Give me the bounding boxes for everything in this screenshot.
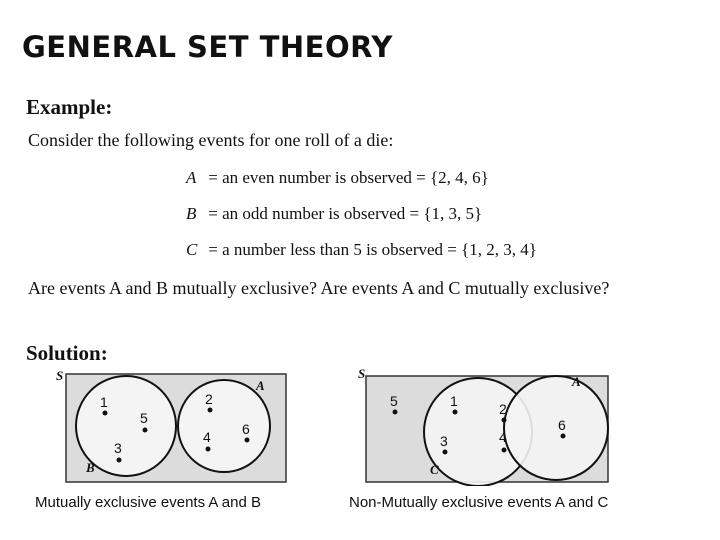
question-text: Are events A and B mutually exclusive? Are events A and C mutually exclusive?	[28, 278, 610, 298]
event-a-text: = an even number is observed = {2, 4, 6}	[208, 168, 489, 187]
element-4-dot	[206, 447, 211, 452]
element-5: 5	[140, 410, 148, 426]
set-a-label: A	[572, 374, 581, 389]
element-5: 5	[390, 393, 398, 409]
set-a-circle	[178, 380, 270, 472]
event-b-definition	[186, 204, 482, 224]
caption-mutually-exclusive: Mutually exclusive events A and B	[35, 494, 261, 511]
element-6: 6	[242, 421, 250, 437]
event-b-var: B	[186, 204, 197, 223]
event-a-definition	[186, 168, 489, 188]
element-3: 3	[114, 440, 122, 456]
element-3-dot	[443, 450, 448, 455]
element-1: 1	[450, 393, 458, 409]
element-5-dot	[143, 428, 148, 433]
element-6-dot	[561, 434, 566, 439]
element-3-dot	[117, 458, 122, 463]
element-2-dot	[208, 408, 213, 413]
element-4: 4	[499, 429, 507, 445]
element-1-dot	[453, 410, 458, 415]
intro-text: Consider the following events for one roll of a die:	[28, 130, 394, 150]
set-b-label: B	[86, 460, 95, 475]
element-6-dot	[245, 438, 250, 443]
element-5-dot	[393, 410, 398, 415]
event-a-var: A	[186, 168, 197, 187]
element-4-dot	[502, 448, 507, 453]
set-a-circle	[504, 376, 608, 480]
event-c-text: = a number less than 5 is observed = {1, 2, 3, 4}	[208, 240, 537, 259]
set-c-label: C	[430, 462, 439, 477]
element-2-dot	[502, 418, 507, 423]
sample-space-label: S	[358, 366, 366, 381]
event-c-var: C	[186, 240, 198, 259]
element-2: 2	[205, 391, 213, 407]
element-2: 2	[499, 401, 507, 417]
element-4: 4	[203, 429, 211, 445]
example-label: Example:	[26, 95, 113, 119]
element-1: 1	[100, 394, 108, 410]
venn-diagram-non-mutually-exclusive	[350, 362, 620, 486]
element-6: 6	[558, 417, 566, 433]
sample-space-label: S	[56, 368, 64, 383]
element-1-dot	[103, 411, 108, 416]
element-3: 3	[440, 433, 448, 449]
caption-non-mutually-exclusive: Non-Mutually exclusive events A and C	[349, 494, 609, 511]
event-c-definition	[186, 240, 537, 260]
page-title: GENERAL SET THEORY	[22, 30, 393, 64]
solution-label: Solution:	[26, 341, 108, 365]
venn-diagram-mutually-exclusive	[48, 364, 298, 486]
set-a-label: A	[256, 378, 265, 393]
event-b-text: = an odd number is observed = {1, 3, 5}	[208, 204, 483, 223]
